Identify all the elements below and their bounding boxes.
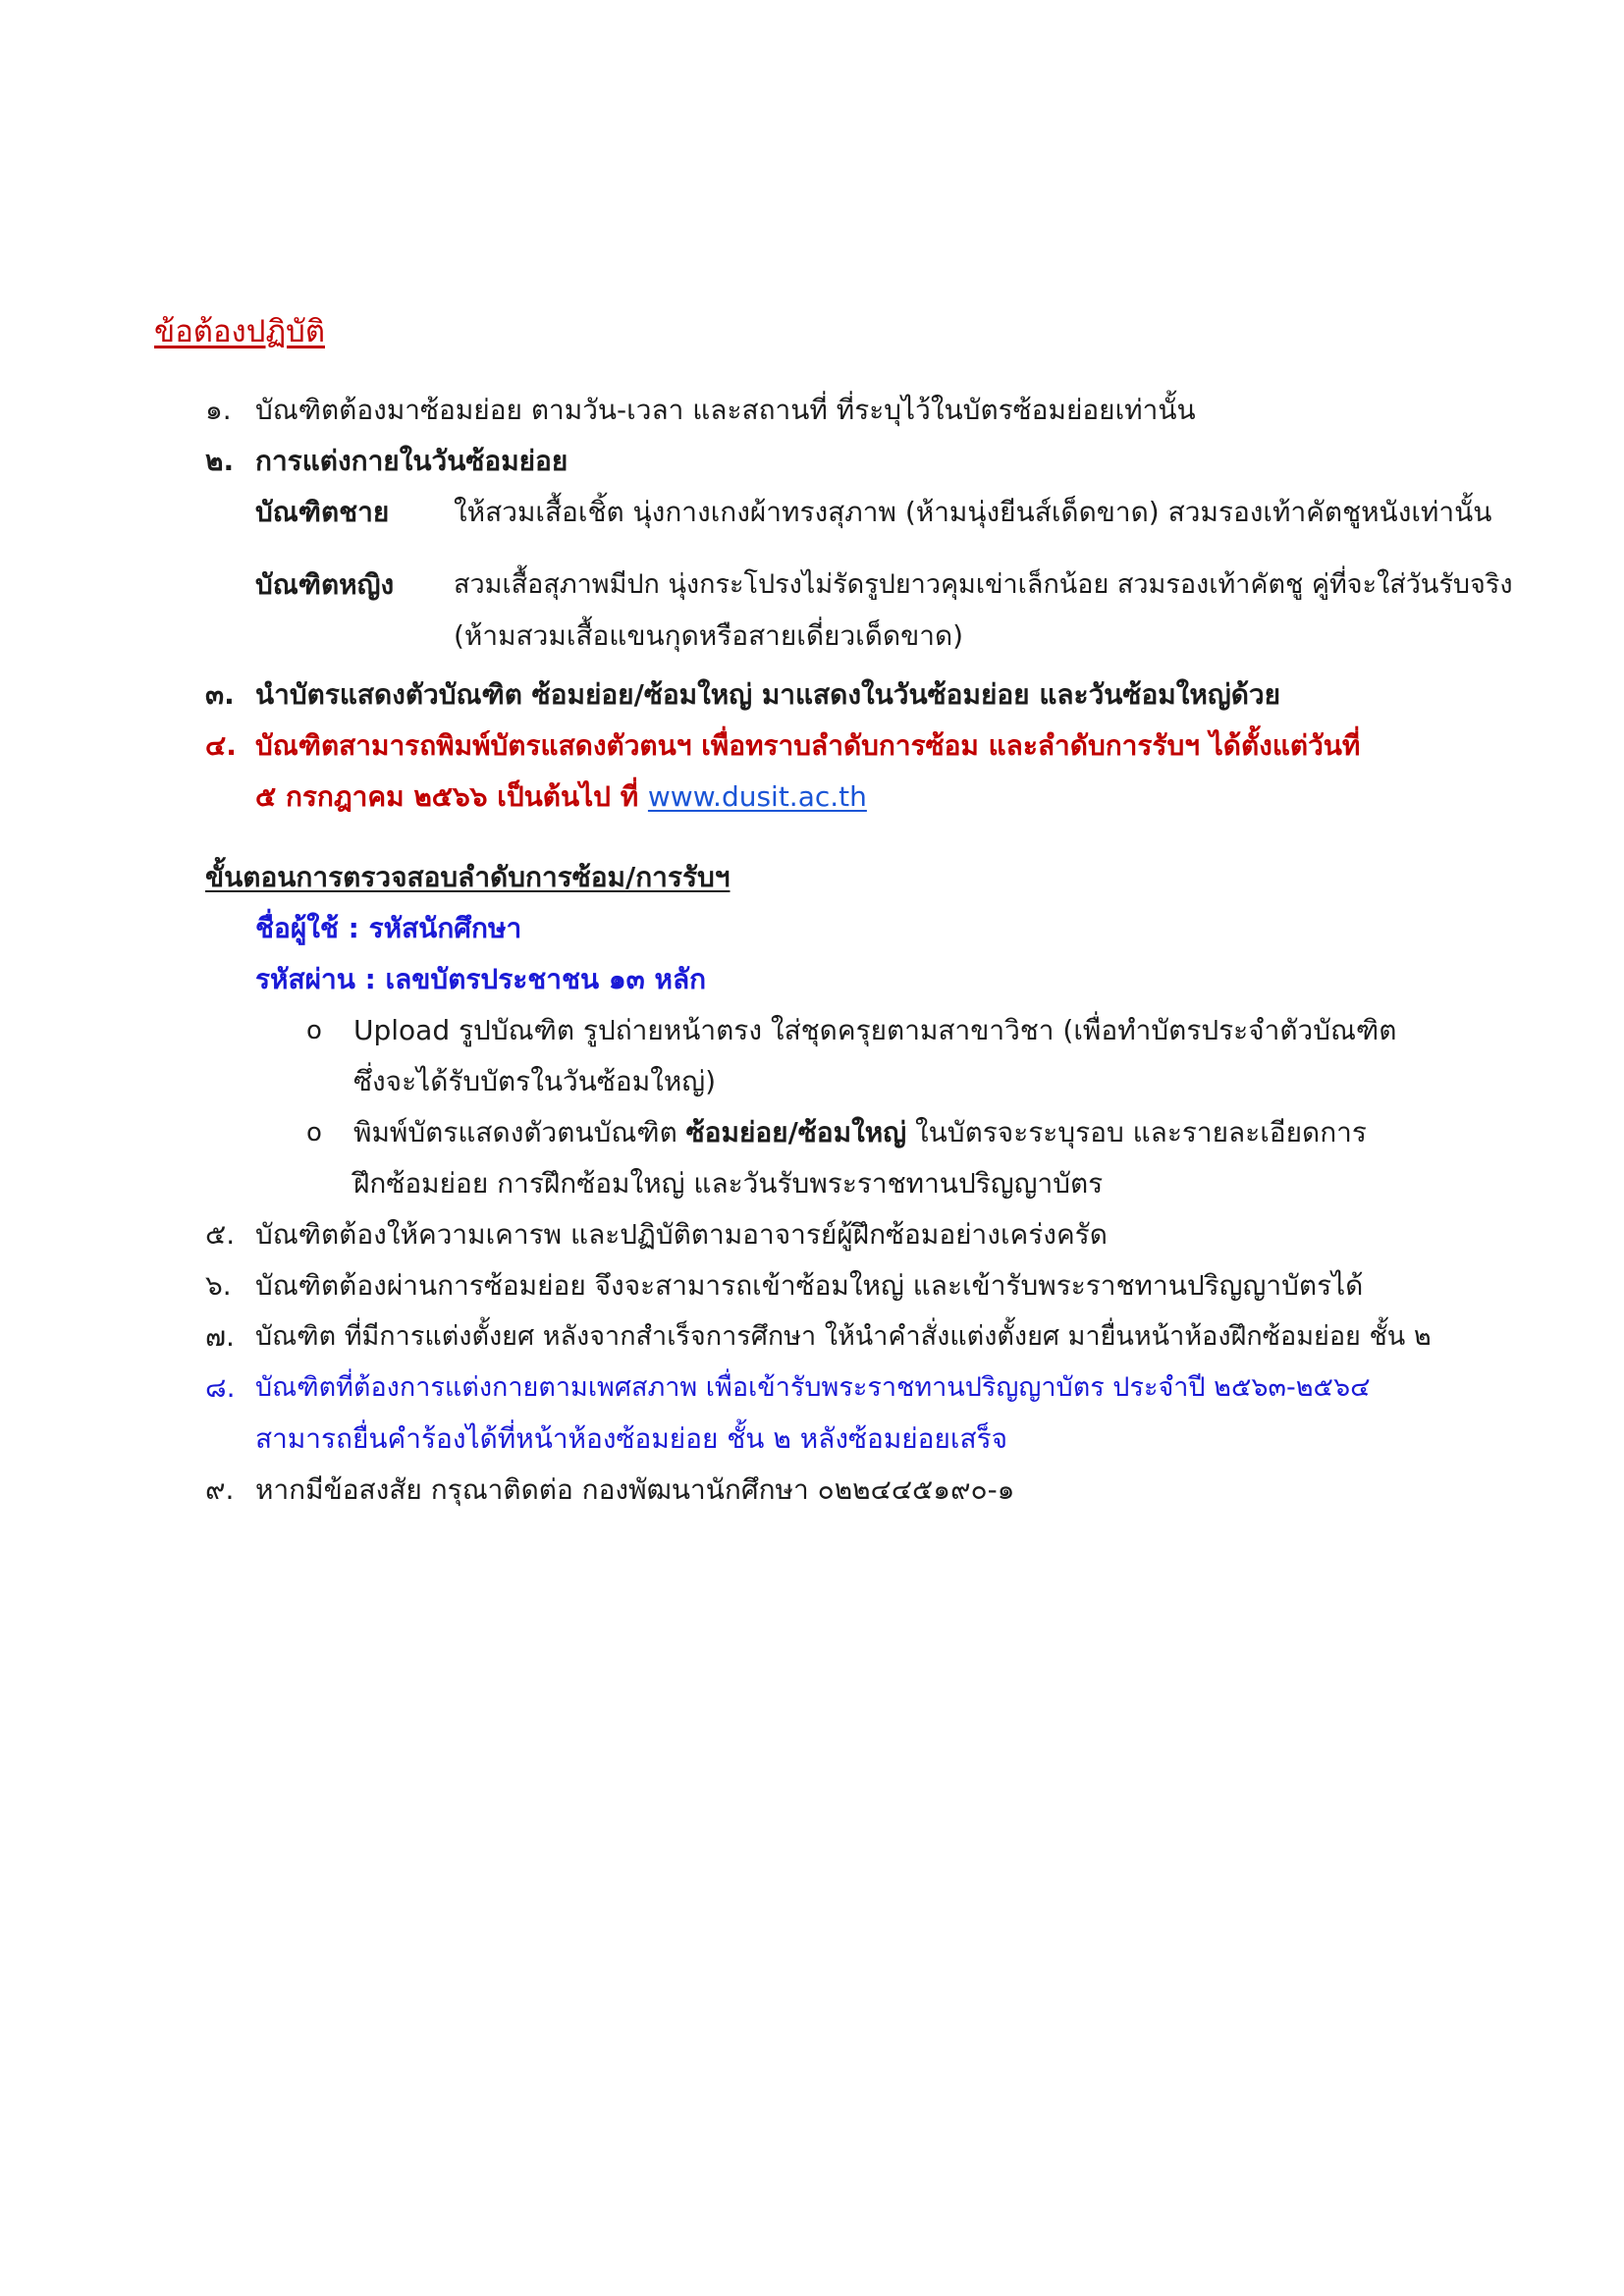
item-4-text-line-2 <box>255 777 867 817</box>
bullet-circle-icon: o <box>306 1118 322 1148</box>
item-6-text: บัณฑิตต้องผ่านการซ้อมย่อย จึงจะสามารถเข้าซ้อมใหญ่ และเข้ารับพระราชทานปริญญาบัตรได้ <box>255 1269 1364 1302</box>
item-1-number: ๑. <box>205 394 232 426</box>
male-dress-text: ให้สวมเสื้อเชิ้ต นุ่งกางเกงผ้าทรงสุภาพ (ห้ามนุ่งยีนส์เด็ดขาด) สวมรองเท้าคัตชูหนังเท่านั้น <box>454 496 1492 528</box>
item-9-number: ๙. <box>205 1473 235 1506</box>
item-3-number: ๓. <box>205 678 235 711</box>
female-label: บัณฑิตหญิง <box>255 568 395 601</box>
item-8-number: ๘. <box>205 1371 236 1404</box>
item-4-text-line-1: บัณฑิตสามารถพิมพ์บัตรแสดงตัวตนฯ เพื่อทราบลำดับการซ้อม และลำดับการรับฯ ได้ตั้งแต่วันที่ <box>255 729 1361 762</box>
item-9-text: หากมีข้อสงสัย กรุณาติดต่อ กองพัฒนานักศึกษา ๐๒๒๔๔๕๑๙๐-๑ <box>255 1473 1015 1506</box>
item-8-text-line-2: สามารถยื่นคำร้องได้ที่หน้าห้องซ้อมย่อย ชั้น ๒ หลังซ้อมย่อยเสร็จ <box>255 1422 1008 1455</box>
bullet-1-text-line-1: Upload รูปบัณฑิต รูปถ่ายหน้าตรง ใส่ชุดครุยตามสาขาวิชา (เพื่อทำบัตรประจำตัวบัณฑิต <box>353 1014 1397 1046</box>
page-heading: ข้อต้องปฏิบัติ <box>154 314 325 349</box>
item-7-text: บัณฑิต ที่มีการแต่งตั้งยศ หลังจากสำเร็จการศึกษา ให้นำคำสั่งแต่งตั้งยศ มายื่นหน้าห้องฝึกซ้อมย่อย ชั้น ๒ <box>255 1321 1432 1352</box>
item-3-text: นำบัตรแสดงตัวบัณฑิต ซ้อมย่อย/ซ้อมใหญ่ มาแสดงในวันซ้อมย่อย และวันซ้อมใหญ่ด้วย <box>255 678 1281 711</box>
item-1-text: บัณฑิตต้องมาซ้อมย่อย ตามวัน-เวลา และสถานที่ ที่ระบุไว้ในบัตรซ้อมย่อยเท่านั้น <box>255 394 1196 426</box>
item-5-number: ๕. <box>205 1218 236 1251</box>
item-2-number: ๒. <box>205 445 235 477</box>
item-4-date-text: ๕ กรกฎาคม ๒๕๖๖ เป็นต้นไป ที่ <box>255 780 639 813</box>
check-procedure-title: ขั้นตอนการตรวจสอบลำดับการซ้อม/การรับฯ <box>205 861 731 893</box>
male-label: บัณฑิตชาย <box>255 496 390 528</box>
bullet-2-text-a: พิมพ์บัตรแสดงตัวตนบัณฑิต <box>353 1116 677 1148</box>
password-info: รหัสผ่าน : เลขบัตรประชาชน ๑๓ หลัก <box>255 963 707 995</box>
bullet-2-text-b: ซ้อมย่อย/ซ้อมใหญ่ <box>685 1116 907 1148</box>
bullet-circle-icon: o <box>306 1016 322 1045</box>
username-info: ชื่อผู้ใช้ : รหัสนักศึกษา <box>255 912 522 944</box>
female-dress-note: (ห้ามสวมเสื้อแขนกุดหรือสายเดี่ยวเด็ดขาด) <box>454 619 964 652</box>
item-4-number: ๔. <box>205 729 237 762</box>
item-7-number: ๗. <box>205 1320 235 1353</box>
bullet-2-text-c: ในบัตรจะระบุรอบ และรายละเอียดการ <box>914 1116 1367 1148</box>
item-6-number: ๖. <box>205 1269 232 1302</box>
item-5-text: บัณฑิตต้องให้ความเคารพ และปฏิบัติตามอาจารย์ผู้ฝึกซ้อมอย่างเคร่งครัด <box>255 1218 1108 1251</box>
bullet-2-text-line-2: ฝึกซ้อมย่อย การฝึกซ้อมใหญ่ และวันรับพระราชทานปริญญาบัตร <box>353 1167 1104 1200</box>
item-8-text-line-1: บัณฑิตที่ต้องการแต่งกายตามเพศสภาพ เพื่อเข้ารับพระราชทานปริญญาบัตร ประจำปี ๒๕๖๓-๒๕๖๔ <box>255 1372 1371 1403</box>
item-2-text: การแต่งกายในวันซ้อมย่อย <box>255 445 568 477</box>
female-dress-text: สวมเสื้อสุภาพมีปก นุ่งกระโปรงไม่รัดรูปยาวคุมเข่าเล็กน้อย สวมรองเท้าคัตชู คู่ที่จะใส่วันรับจริง <box>454 569 1513 600</box>
dusit-website-link[interactable]: www.dusit.ac.th <box>647 780 867 813</box>
bullet-2-text-line-1 <box>353 1113 1367 1152</box>
bullet-1-text-line-2: ซึ่งจะได้รับบัตรในวันซ้อมใหญ่) <box>353 1065 717 1097</box>
